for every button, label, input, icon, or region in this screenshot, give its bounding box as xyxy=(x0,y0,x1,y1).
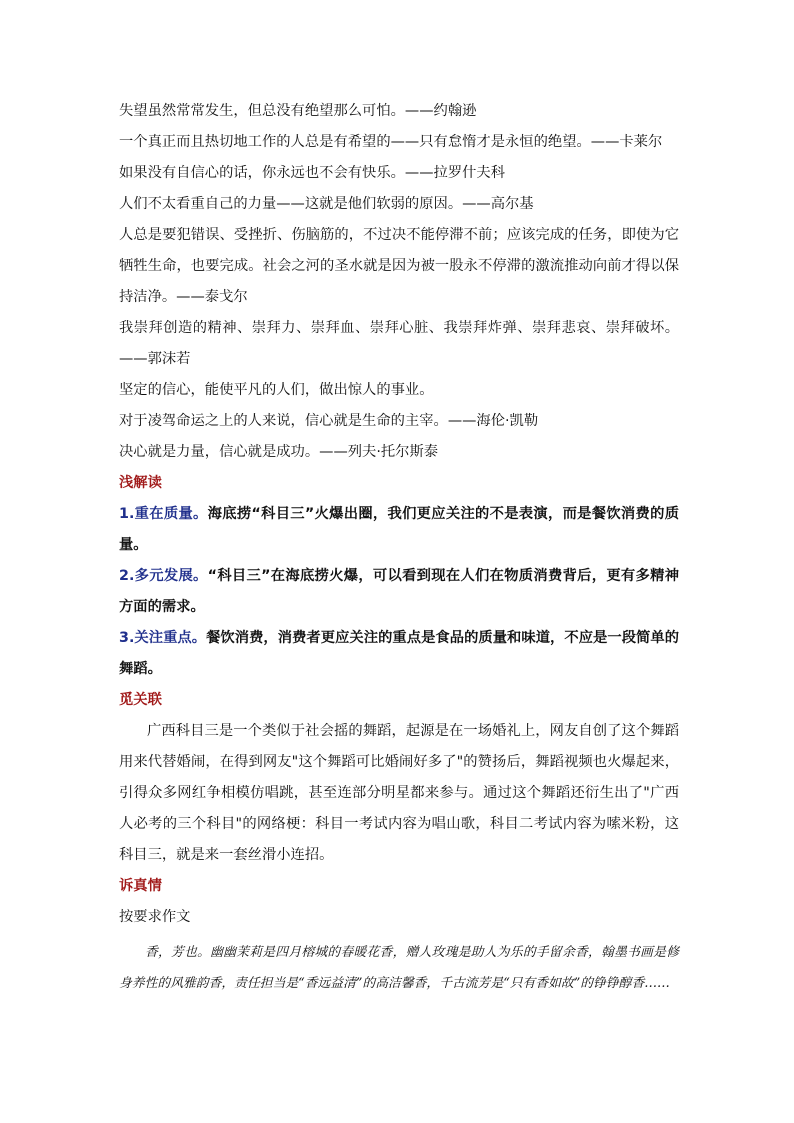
section-heading-related: 觅关联 xyxy=(119,692,162,708)
section-heading-interpret: 浅解读 xyxy=(119,475,162,491)
quote-paragraph-guo: 我崇拜创造的精神、崇拜力、崇拜血、崇拜心脏、我崇拜炸弹、崇拜悲哀、崇拜破坏。——郭沫若 xyxy=(119,320,679,367)
writing-prompt: 香，芳也。幽幽茉莉是四月榕城的春暖花香，赠人玫瑰是助人为乐的手留余香，翰墨书画是修身养性的风雅韵香，责任担当是“香远益清”的高洁馨香，千古流芳是“只有香如故”的铮铮醇香…… xyxy=(119,945,679,991)
quote-line: 如果没有自信心的话，你永远也不会有快乐。——拉罗什夫科 xyxy=(119,165,506,181)
point-lead: 关注重点。 xyxy=(134,630,207,646)
quote-line: 对于凌驾命运之上的人来说，信心就是生命的主宰。——海伦·凯勒 xyxy=(119,413,539,429)
point-text: 海底捞“科目三”火爆出圈，我们更应关注的不是表演，而是餐饮消费的质量。 xyxy=(119,506,680,553)
point-lead: 多元发展。 xyxy=(134,568,208,584)
quote-line: 一个真正而且热切地工作的人总是有希望的——只有怠惰才是永恒的绝望。——卡莱尔 xyxy=(119,134,663,150)
related-paragraph: 广西科目三是一个类似于社会摇的舞蹈，起源是在一场婚礼上，网友自创了这个舞蹈用来代替婚闹，在得到网友"这个舞蹈可比婚闹好多了"的赞扬后，舞蹈视频也火爆起来，引得众多网红争相模仿唱跳，甚至连部分明星都来参与。通过这个舞蹈还衍生出了"广西人必考的三个科目"的网络梗：科目一考试内容为唱山歌，科目二考试内容为嗦米粉，这科目三，就是来一套丝滑小连招。 xyxy=(119,723,679,863)
interpret-point xyxy=(119,623,679,685)
point-number: 3. xyxy=(119,630,135,646)
section-heading-feeling: 诉真情 xyxy=(119,878,162,894)
quote-line: 人们不太看重自己的力量——这就是他们软弱的原因。——高尔基 xyxy=(119,196,534,212)
point-text: “科目三”在海底捞火爆，可以看到现在人们在物质消费背后，更有多精神方面的需求。 xyxy=(119,568,680,615)
quote-line: 坚定的信心，能使平凡的人们，做出惊人的事业。 xyxy=(119,382,434,398)
point-number: 1. xyxy=(119,506,135,522)
point-text: 餐饮消费，消费者更应关注的重点是食品的质量和味道，不应是一段简单的舞蹈。 xyxy=(119,630,680,677)
point-lead: 重在质量。 xyxy=(134,506,208,522)
writing-task-label: 按要求作文 xyxy=(119,909,191,925)
interpret-point xyxy=(119,561,679,623)
document-page xyxy=(119,96,679,999)
quote-line: 失望虽然常常发生，但总没有绝望那么可怕。——约翰逊 xyxy=(119,103,477,119)
quote-paragraph-tagore: 人总是要犯错误、受挫折、伤脑筋的，不过决不能停滞不前；应该完成的任务，即使为它牺牲生命，也要完成。社会之河的圣水就是因为被一股永不停滞的激流推动向前才得以保持洁净。——泰戈尔 xyxy=(119,227,679,305)
interpret-point xyxy=(119,499,679,561)
point-number: 2. xyxy=(119,568,135,584)
quote-line: 决心就是力量，信心就是成功。——列夫·托尔斯泰 xyxy=(119,444,439,460)
